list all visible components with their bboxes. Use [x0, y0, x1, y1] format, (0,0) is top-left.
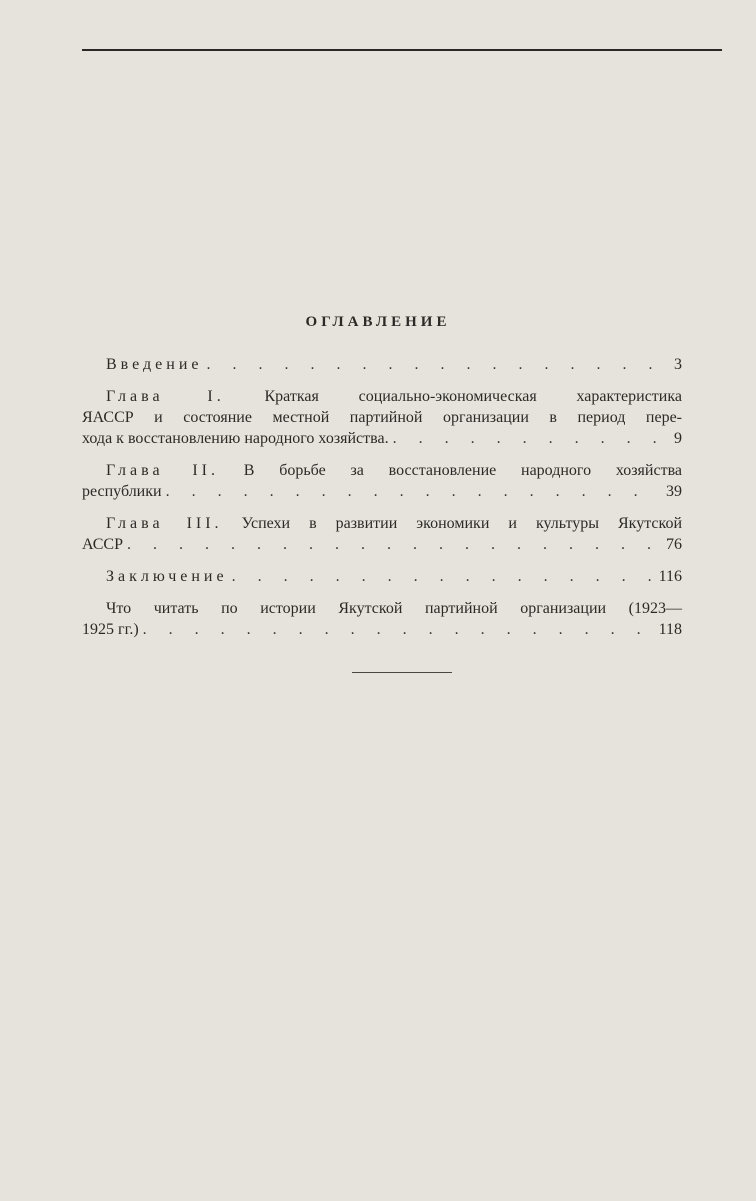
leader-dots	[127, 534, 656, 555]
entry-text: Краткая социально-экономическая характеристика	[264, 388, 682, 405]
entry-text: хода к восстановлению народного хозяйства.	[82, 430, 389, 447]
chapter-label: Глава II.	[106, 462, 220, 479]
toc-entry-chapter-3[interactable]	[82, 513, 682, 555]
page-number: 76	[666, 536, 682, 553]
page-number: 3	[674, 356, 682, 373]
entry-text: ЯАССР и состояние местной партийной организации в период пере-	[82, 409, 682, 426]
toc-entry-introduction[interactable]	[82, 354, 682, 375]
entry-text: республики	[82, 483, 162, 500]
entry-text: Заключение	[106, 568, 228, 585]
bottom-rule	[352, 672, 452, 673]
entry-text: Успехи в развитии экономики и культуры Якутской	[241, 515, 683, 532]
toc-entry-chapter-2[interactable]	[82, 460, 682, 502]
entry-text: В борьбе за восстановление народного хозяйства	[243, 462, 683, 479]
toc-entry-conclusion[interactable]	[82, 566, 682, 587]
entry-text: 1925 гг.)	[82, 621, 139, 638]
leader-dots	[232, 566, 655, 587]
toc-entry-chapter-1[interactable]	[82, 386, 682, 449]
leader-dots	[393, 428, 656, 449]
table-of-contents	[82, 354, 682, 651]
leader-dots	[143, 619, 655, 640]
page-number: 116	[658, 568, 682, 585]
entry-text: АССР	[82, 536, 123, 553]
toc-title: ОГЛАВЛЕНИЕ	[305, 314, 451, 330]
chapter-label: Глава III.	[106, 515, 223, 532]
entry-text: Что читать по истории Якутской партийной организации (1923—	[106, 600, 682, 617]
page-number: 118	[658, 621, 682, 638]
leader-dots	[207, 354, 657, 375]
leader-dots	[166, 481, 656, 502]
page-number: 9	[674, 430, 682, 447]
chapter-label: Глава I.	[106, 388, 225, 405]
entry-text: Введение	[106, 356, 203, 373]
page-number: 39	[666, 483, 682, 500]
top-rule	[82, 49, 722, 51]
toc-entry-further-reading[interactable]	[82, 598, 682, 640]
